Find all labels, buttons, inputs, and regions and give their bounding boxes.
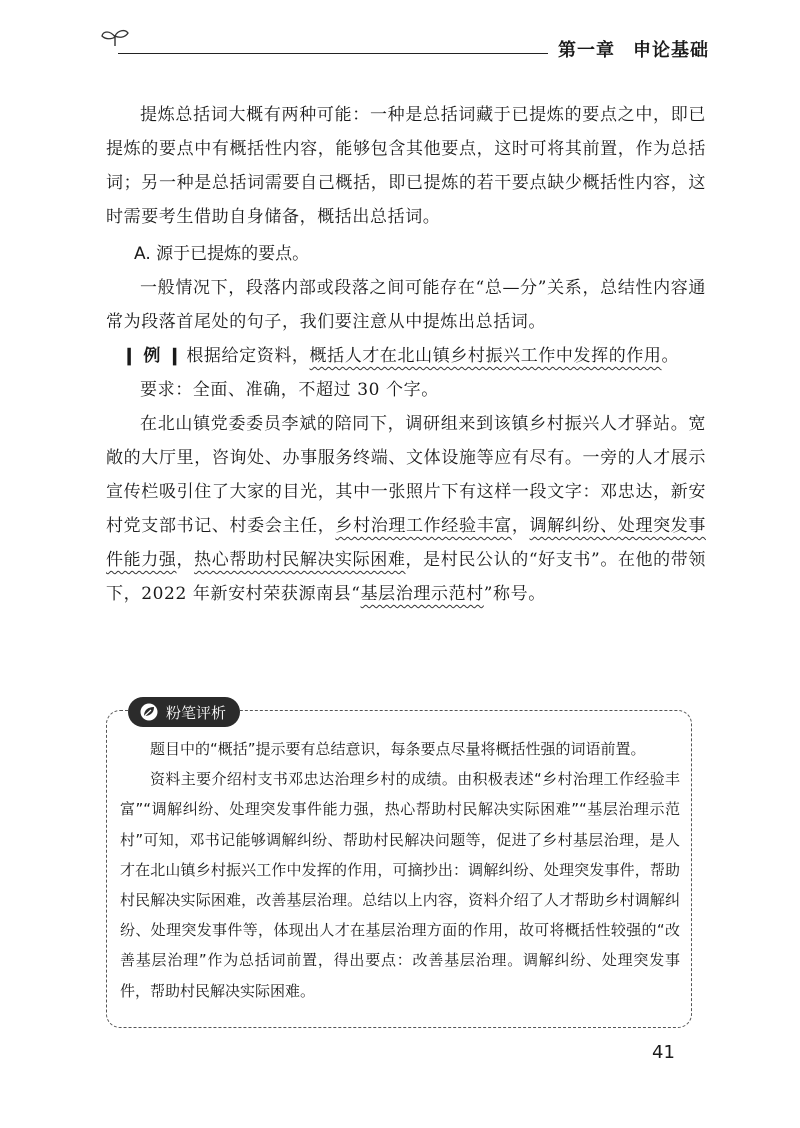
example-tag: ❙ 例 ❙ [122,346,183,366]
sprout-icon [100,28,130,48]
material-sep1: ， [511,516,530,536]
analysis-content [120,734,680,1006]
material-sep2: ， [176,550,195,570]
page-number: 41 [652,1042,675,1063]
material-underline-1: 乡村治理工作经验丰富 [335,516,512,536]
chapter-title: 申论基础 [633,40,709,61]
material-part2: ，是村民公认的“好支书”。在他的带领下，2022 年新安村荣获源南县“ [106,550,707,604]
analysis-label-text: 粉笔评析 [166,703,227,722]
material-part1: 在北山镇党委委员李斌的陪同下，调研组来到该镇乡村振兴人才驿站。宽敞的大厅里，咨询处、办事服务终端、文体设施等应有尽有。一旁的人才展示宣传栏吸引住了大家的目光，其中一张照片下有这样一段文字：邓忠达，新安村党支部书记、村委会主任， [106,414,706,536]
subheading-a: A. 源于已提炼的要点。 [134,244,310,264]
example-question [106,339,706,373]
chapter-number: 第一章 [558,40,615,61]
main-text [106,98,706,611]
material-underline-3: 热心帮助村民解决实际困难 [194,550,406,570]
material-paragraph [106,407,706,611]
analysis-label [128,697,240,727]
requirement-line: 要求：全面、准确，不超过 30 个字。 [140,380,439,400]
paragraph-intro: 提炼总括词大概有两种可能：一种是总括词藏于已提炼的要点之中，即已提炼的要点中有概括性内容，能够包含其他要点，这时可将其前置，作为总括词；另一种是总括词需要自己概括，即已提炼的若干要点缺少概括性内容，这时需要考生借助自身储备，概括出总括词。 [106,105,706,227]
material-part3: ”称号。 [483,584,546,604]
paragraph-general: 一般情况下，段落内部或段落之间可能存在“总—分”关系，总结性内容通常为段落首尾处的句子，我们要注意从中提炼出总括词。 [106,278,706,332]
running-header [558,36,718,62]
analysis-paragraph-2: 资料主要介绍村支书邓忠达治理乡村的成绩。由积极表述“乡村治理工作经验丰富”“调解纠纷、处理突发事件能力强，热心帮助村民解决实际困难”“基层治理示范村”可知，邓书记能够调解纠纷、帮助村民解决问题等，促进了乡村基层治理，是人才在北山镇乡村振兴工作中发挥的作用，可摘抄出：调解纠纷、处理突发事件，帮助村民解决实际困难，改善基层治理。总结以上内容，资料介绍了人才帮助乡村调解纠纷、处理突发事件等，体现出人才在基层治理方面的作用，故可将概括性较强的“改善基层治理”作为总括词前置，得出要点：改善基层治理。调解纠纷、处理突发事件，帮助村民解决实际困难。 [120,770,680,1000]
header-rule [118,53,548,54]
material-underline-4: 基层治理示范村 [360,584,484,604]
example-prefix: 根据给定资料， [186,346,310,366]
example-underlined-task: 概括人才在北山镇乡村振兴工作中发挥的作用 [309,346,662,366]
example-suffix: 。 [661,346,680,366]
leaf-icon [140,703,158,721]
material-underline-2: 调解纠纷、处理突发事件能力强 [106,516,706,570]
analysis-paragraph-1: 题目中的“概括”提示要有总结意识，每条要点尽量将概括性强的词语前置。 [150,740,646,758]
